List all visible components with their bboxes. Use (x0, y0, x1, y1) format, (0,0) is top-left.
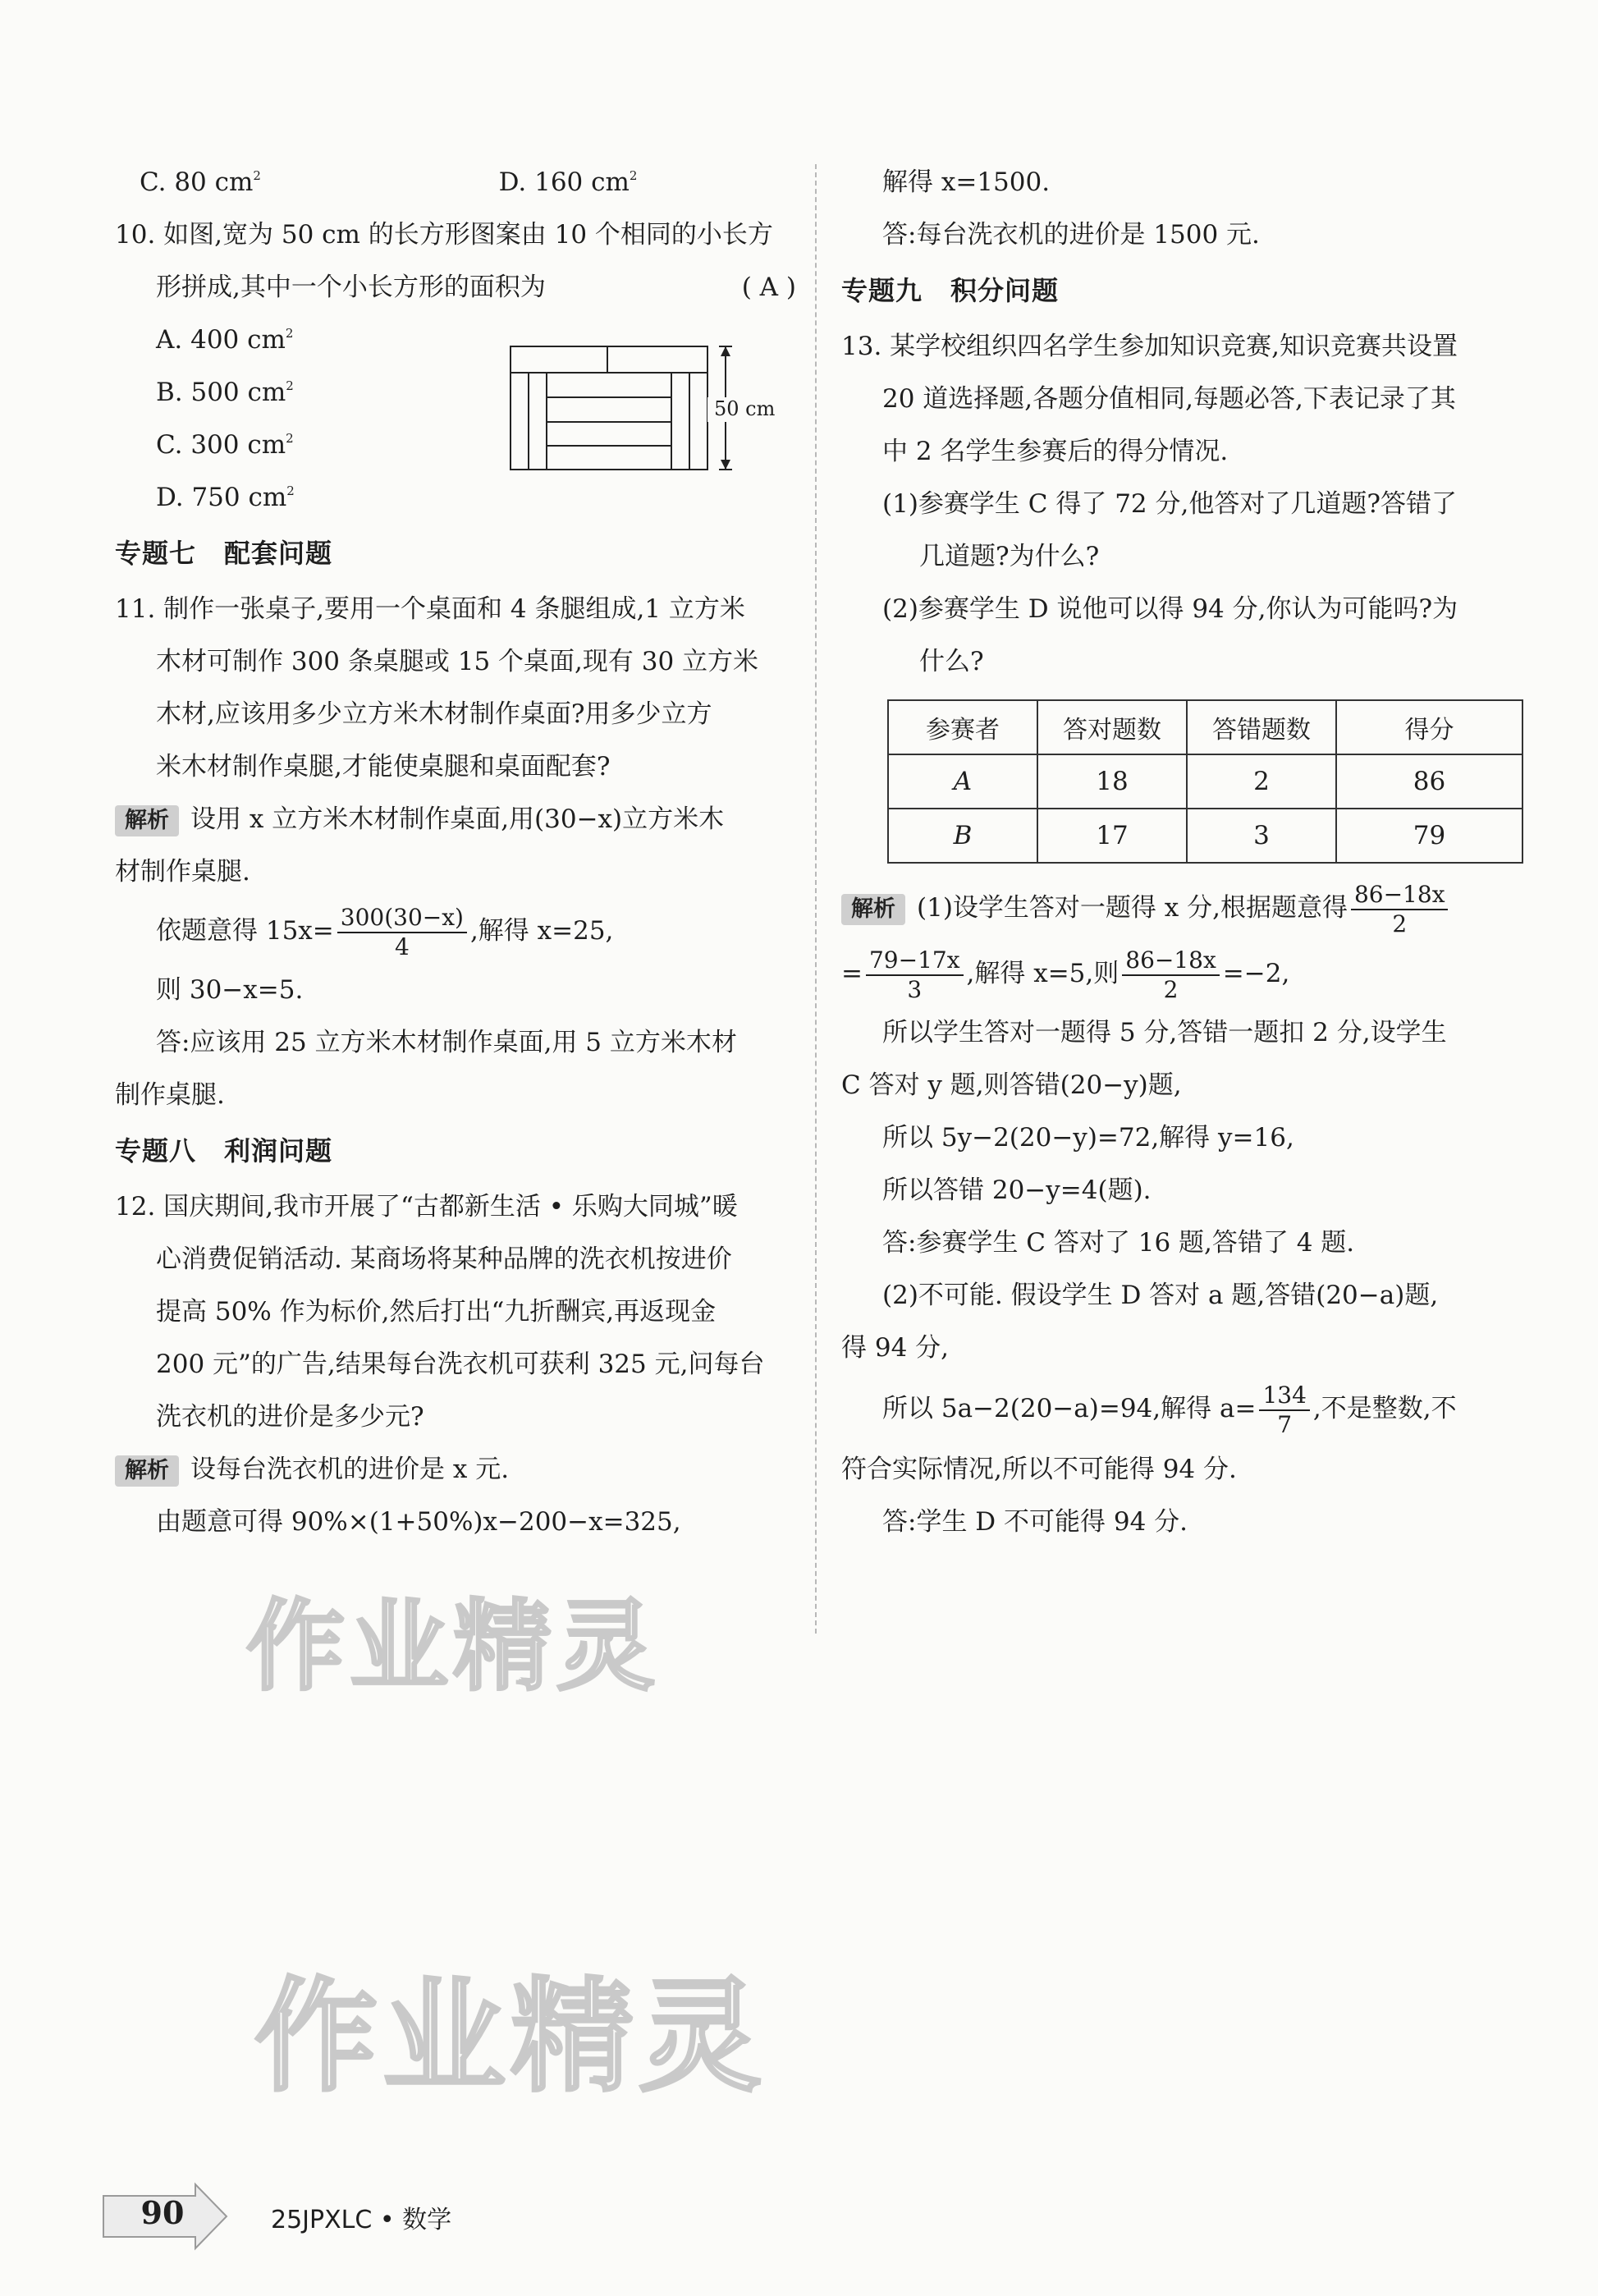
question-10 (115, 209, 796, 524)
watermark: 作业精灵 (254, 1966, 767, 2109)
left-column (115, 156, 796, 1548)
q10-stem-line: 形拼成,其中一个小长方形的面积为 ( A ) (115, 261, 796, 314)
table-header: 答错题数 (1187, 700, 1336, 754)
fraction: $\frac{79-17x}{3}$ (866, 946, 964, 1004)
book-label: 25JPXLC • 数学 (271, 2206, 452, 2234)
q11-stem-line: 米木材制作桌腿,才能使桌腿和桌面配套? (156, 752, 611, 781)
question-12 (115, 1180, 796, 1548)
question-13 (841, 320, 1531, 1548)
q11-answer-line: 制作桌腿. (115, 1080, 225, 1110)
table-row (888, 809, 1522, 863)
watermark: 作业精灵 (246, 1590, 660, 1704)
q12-analysis-line: 解得 x=1500. (882, 167, 1051, 197)
q13-analysis-line: 所以 5a−2(20−a)=94,解得 a= $\frac{134}{7}$ ,不是整数,不 (882, 1381, 1457, 1438)
page-footer (98, 2179, 673, 2253)
q13-subquestion-2: 什么? (919, 647, 984, 676)
q13-analysis-line: 解析 (1)设学生答对一题得 x 分,根据题意得 $\frac{86-18x}{2}$ (841, 875, 1531, 941)
q12-answer-line: 答:每台洗衣机的进价是 1500 元. (882, 220, 1260, 250)
table-cell: 2 (1187, 754, 1336, 809)
topic-7-title: 专题七 配套问题 (115, 538, 333, 569)
table-cell: B (888, 809, 1037, 863)
q13-analysis-line: C 答对 y 题,则答错(20−y)题, (841, 1070, 1182, 1100)
fraction: $\frac{86-18x}{2}$ (1351, 881, 1449, 938)
q11-stem-line: 11. 制作一张桌子,要用一个桌面和 4 条腿组成,1 立方米 (115, 594, 745, 624)
table-cell: A (888, 754, 1037, 809)
q10-options (115, 314, 796, 524)
q11-equation: 依题意得 15x= $\frac{300(30-x)}{4}$ ,解得 x=25, (156, 903, 614, 960)
topic-9-title: 专题九 积分问题 (841, 275, 1060, 306)
q9-options (115, 156, 796, 209)
analysis-tag: 解析 (115, 1455, 179, 1487)
q10-option-b: B. 500 $cm^2$ (156, 378, 294, 407)
table-cell: 18 (1037, 754, 1187, 809)
table-header: 答对题数 (1037, 700, 1187, 754)
table-cell: 79 (1336, 809, 1522, 863)
q10-answer: ( A ) (741, 273, 796, 302)
q13-subquestion-1: (1)参赛学生 C 得了 72 分,他答对了几道题?答错了 (882, 489, 1457, 519)
table-cell: 17 (1037, 809, 1187, 863)
table-header: 得分 (1336, 700, 1522, 754)
q13-stem-line: 13. 某学校组织四名学生参加知识竞赛,知识竞赛共设置 (841, 332, 1458, 361)
column-divider (815, 164, 817, 1634)
fraction: $\frac{300(30-x)}{4}$ (337, 904, 467, 961)
fraction: $\frac{134}{7}$ (1259, 1382, 1309, 1439)
analysis-tag: 解析 (115, 805, 179, 836)
score-table (887, 699, 1523, 864)
q12-analysis-line: 解析 设每台洗衣机的进价是 x 元. (115, 1443, 796, 1496)
table-cell: 86 (1336, 754, 1522, 809)
table-header-row (888, 700, 1522, 754)
q9-option-d: D. 160 $cm^2$ (498, 167, 638, 197)
q11-analysis-line: 材制作桌腿. (115, 857, 250, 887)
table-header: 参赛者 (888, 700, 1037, 754)
q9-option-c: C. 80 $cm^2$ (140, 167, 261, 197)
q13-analysis-line: 所以学生答对一题得 5 分,答错一题扣 2 分,设学生 (882, 1018, 1447, 1047)
figure-width-label: 50 cm (714, 397, 776, 420)
q11-stem-line: 木材,应该用多少立方米木材制作桌面?用多少立方 (156, 699, 712, 729)
q11-analysis-line: 解析 设用 x 立方米木材制作桌面,用(30−x)立方米木 (115, 793, 796, 846)
q13-stem-line: 中 2 名学生参赛后的得分情况. (882, 437, 1229, 466)
question-11 (115, 583, 796, 1121)
rectangle-pattern-figure (509, 323, 776, 471)
q13-answer-line: 答:参赛学生 C 答对了 16 题,答错了 4 题. (882, 1228, 1355, 1258)
q12-stem-line: 心消费促销活动. 某商场将某种品牌的洗衣机按进价 (156, 1244, 732, 1274)
topic-8-title: 专题八 利润问题 (115, 1135, 333, 1166)
q12-stem-line: 12. 国庆期间,我市开展了“古都新生活 • 乐购大同城”暖 (115, 1192, 738, 1221)
q13-stem-line: 20 道选择题,各题分值相同,每题必答,下表记录了其 (882, 384, 1456, 414)
analysis-tag: 解析 (841, 894, 905, 925)
q13-analysis-line: (2)不可能. 假设学生 D 答对 a 题,答错(20−a)题, (882, 1281, 1439, 1310)
q12-analysis-line: 由题意可得 90%×(1+50%)x−200−x=325, (156, 1507, 681, 1537)
q11-analysis-line: 则 30−x=5. (156, 975, 304, 1005)
q11-answer-line: 答:应该用 25 立方米木材制作桌面,用 5 立方米木材 (156, 1028, 737, 1057)
q12-stem-line: 洗衣机的进价是多少元? (156, 1402, 424, 1432)
q13-subquestion-1: 几道题?为什么? (919, 542, 1100, 571)
q12-stem-line: 提高 50% 作为标价,然后打出“九折酬宾,再返现金 (156, 1297, 717, 1327)
table-cell: 3 (1187, 809, 1336, 863)
q13-analysis-line: 所以 5y−2(20−y)=72,解得 y=16, (882, 1123, 1294, 1153)
right-column (841, 156, 1531, 1548)
q10-option-d: D. 750 $cm^2$ (156, 483, 295, 512)
table-row (888, 754, 1522, 809)
q13-analysis-line: 得 94 分, (841, 1333, 950, 1363)
q10-option-a: A. 400 $cm^2$ (156, 325, 294, 355)
q13-analysis-line: 符合实际情况,所以不可能得 94 分. (841, 1455, 1237, 1484)
q11-stem-line: 木材可制作 300 条桌腿或 15 个桌面,现有 30 立方米 (156, 647, 759, 676)
fraction: $\frac{86-18x}{2}$ (1122, 946, 1220, 1004)
page-number: 90 (140, 2194, 185, 2231)
outer-rectangle (511, 346, 707, 470)
q13-subquestion-2: (2)参赛学生 D 说他可以得 94 分,你认为可能吗?为 (882, 594, 1458, 624)
q13-analysis-line: = $\frac{79-17x}{3}$ ,解得 x=5,则 $\frac{86-18x}{2}$ =−2, (841, 946, 1290, 1003)
q13-analysis-line: 所以答错 20−y=4(题). (882, 1175, 1152, 1205)
q13-answer-line: 答:学生 D 不可能得 94 分. (882, 1507, 1188, 1537)
q10-stem-line: 10. 如图,宽为 50 cm 的长方形图案由 10 个相同的小长方 (115, 220, 773, 250)
q10-option-c: C. 300 $cm^2$ (156, 430, 294, 460)
q12-stem-line: 200 元”的广告,结果每台洗衣机可获利 325 元,问每台 (156, 1350, 765, 1379)
